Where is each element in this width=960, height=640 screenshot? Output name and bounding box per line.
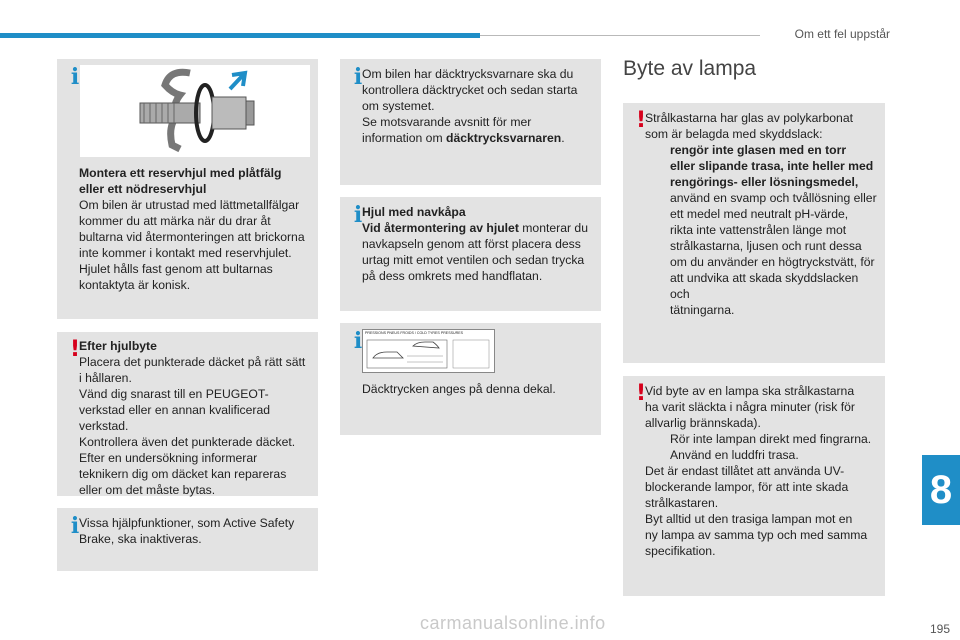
info-icon: i [353,64,363,90]
wheel-bolt-illustration [80,65,310,157]
header-rule [480,35,760,36]
decal-header: PRESSIONS PNEUS FROIDS / COLD TYRES PRESSURES [365,331,463,335]
header-bar [0,33,480,38]
info-icon: i [70,513,80,539]
list-item: Rör inte lampan direkt med fingrarna. Använd en luddfri trasa. [670,432,872,462]
warning-icon: ! [69,337,81,362]
hubcap-text: Hjul med navkåpa Vid återmontering av hjulet monterar du navkapseln genom att först placera dess urtag mitt emot ventilen och sedan trycka på dess omkrets med handflatan. [362,205,588,283]
info-icon: i [353,202,363,228]
watermark: carmanualsonline.info [420,613,606,633]
safety-text: Vissa hjälpfunktioner, som Active Safety Brake, ska inaktiveras. [79,516,295,546]
decal-box [340,323,601,435]
list-item: rikta inte vattenstrålen länge mot strålkastarna, ljusen och runt dessa om du använder en högtryckstvätt, för att undvika att skada skyddslacken och tätningarna. [670,223,875,317]
after-change-text: Efter hjulbyte Placera det punkterade däcket på rätt sätt i hållaren. Vänd dig snarast till en PEUGEOT- verkstad eller en annan kvalificerad verkstad. Kontrollera även det punkterade däcket. Efter en undersökning informerar teknikern dig om däcket kan repareras eller om det måste bytas. [79,339,306,497]
safety-box [57,508,318,571]
warning-icon: ! [635,108,647,133]
list-item: rengör inte glasen med en torr eller slipande trasa, inte heller med rengörings- eller lösningsmedel, [670,143,874,189]
page-number: 195 [929,622,950,636]
bulb-change-text: Vid byte av en lampa ska strålkastarna ha varit släckta i några minuter (risk för allvarlig brännskada). Rör inte lampan direkt med fingrarna. Använd en luddfri trasa. Det är endast tillåtet att använda UV- blockerande lampor, för att inte skada strålkastaren. Byt alltid ut den trasiga lampan mot en ny lampa av samma typ och med samma specifikation. [645,383,877,559]
decal-caption: Däcktrycken anges på denna dekal. [362,382,556,396]
headlamp-glass-box [623,103,885,363]
tyre-pressure-decal [362,329,495,373]
warning-icon: ! [635,381,647,406]
list-item: använd en svamp och tvållösning eller ett medel med neutralt pH-värde, [670,191,877,221]
section-title: Om ett fel uppstår [794,27,890,41]
spare-wheel-text: Montera ett reservhjul med plåtfälg eller ett nödreservhjul Om bilen är utrustad med lättmetallfälgar kommer du att märka när du drar åt bultarna vid återmonteringen att brickorna inte kommer i kontakt med reservhjulet. Hjulet hålls fast genom att bultarnas kontaktyta är konisk. [79,166,305,292]
after-change-box [57,332,318,496]
chapter-title: Byte av lampa [623,57,757,80]
headlamp-glass-text: Strålkastarna har glas av polykarbonat som är belagda med skyddslack: rengör inte glasen med en torr eller slipande trasa, inte heller med rengörings- eller lösningsmedel, använd en svamp och tvållösning eller ett medel med neutralt pH-värde, rikta inte vattenstrålen länge mot strålkastarna, ljusen och runt dessa om du använder en högtryckstvätt, för att undvika att skada skyddslacken och tätningarna. [645,111,877,317]
spare-wheel-box [57,59,318,319]
info-icon: i [70,64,80,90]
bulb-change-box [623,376,885,596]
tpms-box [340,59,601,185]
tpms-text: Om bilen har däcktrycksvarnare ska du kontrollera däcktrycket och sedan starta om systemet. Se motsvarande avsnitt för mer information om däcktrycksvarnaren. [362,67,578,145]
chapter-tab: 8 [922,455,960,525]
info-icon: i [353,328,363,354]
hubcap-box [340,197,601,311]
